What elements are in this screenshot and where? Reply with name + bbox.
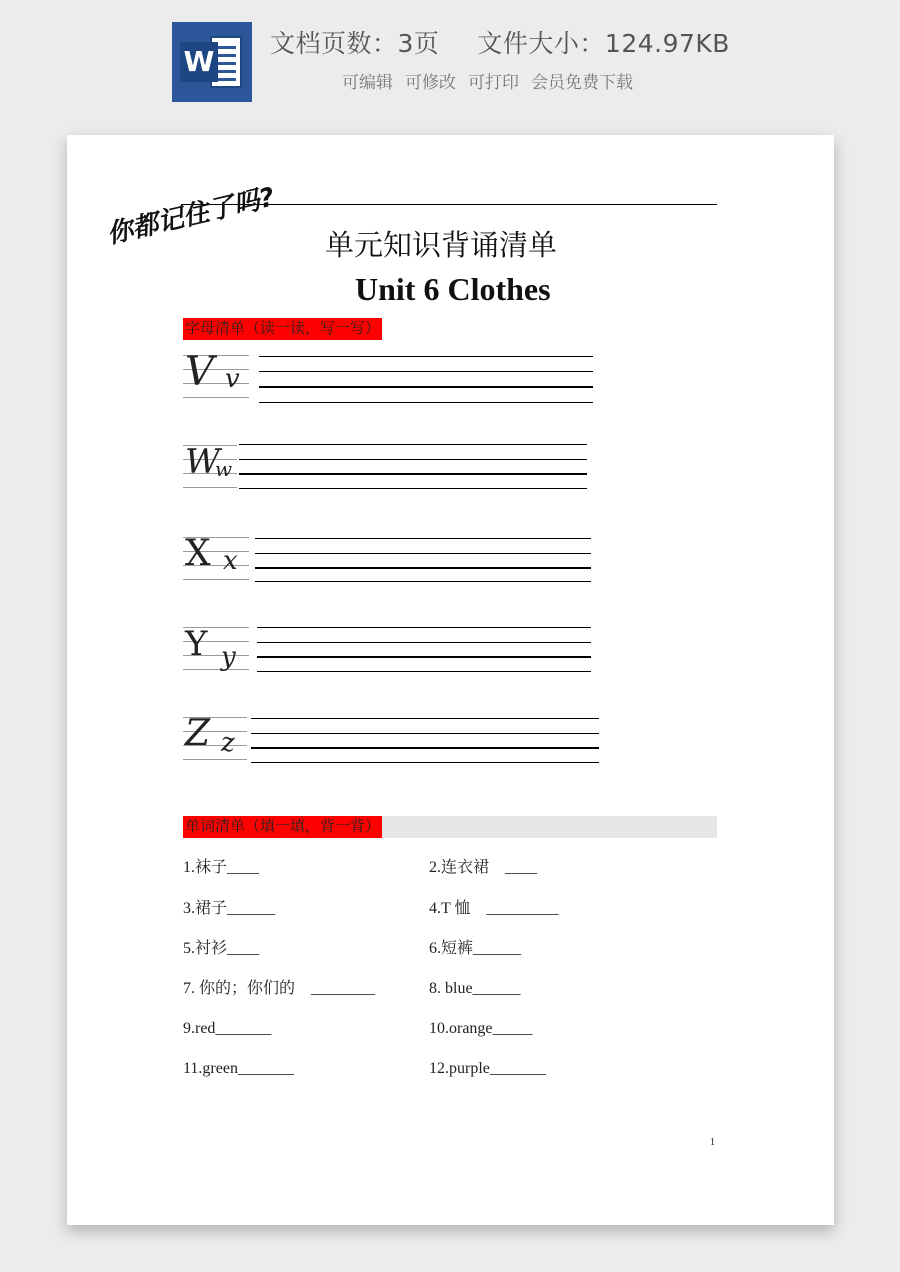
writing-lines[interactable] <box>251 709 599 767</box>
letter-row-v <box>183 347 603 405</box>
vocab-item-2[interactable]: 2.连衣裙 ____ <box>429 859 538 876</box>
feature-modifiable: 可修改 <box>405 73 456 93</box>
word-document-icon <box>172 22 252 102</box>
feature-member-download: 会员免费下载 <box>531 73 633 93</box>
lowercase-letter: y <box>221 642 236 672</box>
uppercase-letter: V <box>185 349 214 395</box>
vocab-item-4[interactable]: 4.T 恤 _________ <box>429 900 559 917</box>
uppercase-letter: X <box>185 533 211 574</box>
words-section-label: 单词清单（填一填，背一背） <box>183 816 382 838</box>
vocab-item-12[interactable]: 12.purple_______ <box>429 1060 546 1077</box>
vocab-item-6[interactable]: 6.短裤______ <box>429 940 522 957</box>
lowercase-letter: w <box>215 457 233 481</box>
page-title-english: Unit 6 Clothes <box>355 271 551 307</box>
letter-sample-x <box>183 529 251 587</box>
writing-lines[interactable] <box>259 347 593 405</box>
letter-row-y <box>183 619 603 677</box>
writing-lines[interactable] <box>257 619 591 677</box>
letter-sample-z <box>183 709 251 767</box>
writing-lines[interactable] <box>255 529 591 587</box>
page-count-label: 文档页数：3页 <box>270 29 440 58</box>
writing-lines[interactable] <box>239 437 587 495</box>
uppercase-letter: Y <box>185 624 208 664</box>
letters-section-header <box>183 318 382 340</box>
letter-row-z <box>183 709 613 767</box>
file-size-label: 文件大小：124.97KB <box>477 29 730 58</box>
letter-sample-y <box>183 619 251 677</box>
lowercase-letter: z <box>221 728 235 758</box>
feature-printable: 可打印 <box>468 73 519 93</box>
file-meta <box>270 24 730 60</box>
words-section-header <box>183 816 717 838</box>
feature-editable: 可编辑 <box>342 73 393 93</box>
uppercase-letter: W <box>185 442 220 482</box>
vocab-item-1[interactable]: 1.袜子____ <box>183 859 260 876</box>
page-number: 1 <box>710 1137 715 1148</box>
document-page <box>67 135 834 1225</box>
vocab-item-11[interactable]: 11.green_______ <box>183 1060 294 1077</box>
page-title-chinese: 单元知识背诵清单 <box>325 228 558 262</box>
lowercase-letter: x <box>223 546 238 576</box>
vocab-item-9[interactable]: 9.red_______ <box>183 1020 272 1037</box>
file-info-banner <box>0 0 900 120</box>
vocab-item-7[interactable]: 7. 你的；你们的 ________ <box>183 980 376 997</box>
word-icon-letter: W <box>180 42 218 82</box>
slogan-text: 你都记住了吗? <box>104 182 278 251</box>
feature-list <box>342 68 633 93</box>
uppercase-letter: Z <box>185 713 211 754</box>
vocab-item-10[interactable]: 10.orange_____ <box>429 1020 533 1037</box>
letter-sample-v <box>183 347 251 405</box>
letter-row-x <box>183 529 603 587</box>
letters-section-label: 字母清单（读一读，写一写） <box>183 318 382 340</box>
vocab-item-8[interactable]: 8. blue______ <box>429 980 521 997</box>
vocab-item-3[interactable]: 3.裙子______ <box>183 900 276 917</box>
lowercase-letter: v <box>225 364 240 394</box>
vocab-item-5[interactable]: 5.衬衫____ <box>183 940 260 957</box>
letter-row-w <box>183 437 603 495</box>
